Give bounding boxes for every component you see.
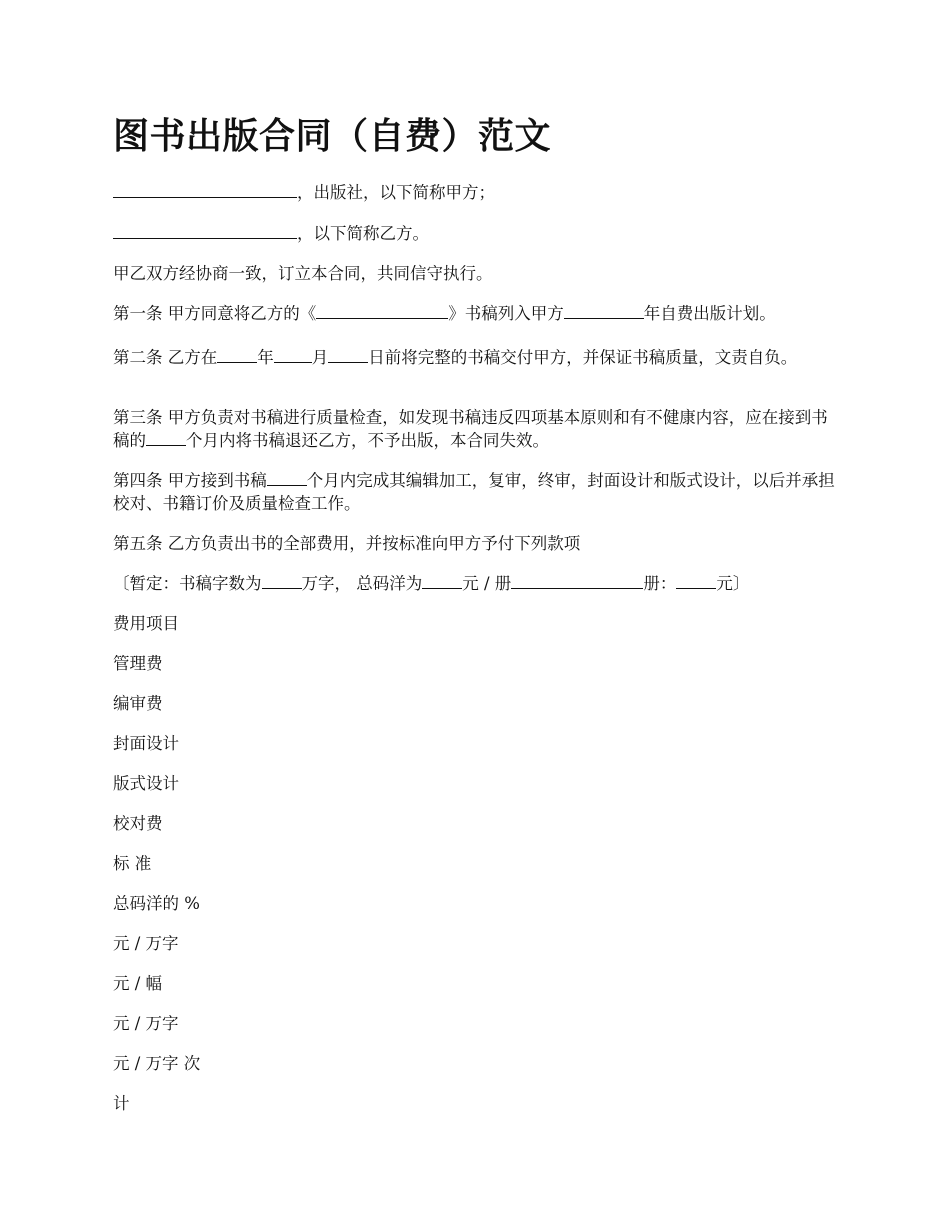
blank-month[interactable] [274,347,312,363]
party-b-line [113,222,840,245]
fee-line: 计 [113,1094,130,1113]
blank-total-price[interactable] [422,573,462,589]
article-1-text: 年自费出版计划。 [643,304,776,323]
fee-line: 元 / 万字 [113,934,179,953]
fee-line: 封面设计 [113,734,179,753]
blank-plan-year[interactable] [564,303,644,319]
article-4-text: 个月内完成其编辑加工，复审，终审，封面设计和版式设计，以后并承担校对、书籍订价及质量检查工作。 [113,471,835,513]
blank-word-count[interactable] [262,573,302,589]
article-3-text: 第三条 甲方负责对书稿进行质量检查，如发现书稿违反四项基本原则和有不健康内容，应在接到书稿的 [113,408,828,450]
article-3-text: 个月内将书稿退还乙方，不予出版，本合同失效。 [186,431,549,450]
article-2-text: 第二条 乙方在 [113,348,218,367]
article-2 [113,346,840,369]
article-3 [113,406,840,452]
provisional-text: 〔暂定：书稿字数为 [113,574,262,593]
document-title: 图书出版合同（自费）范文 [113,116,552,157]
article-2-text: 年 [257,348,274,367]
fee-line: 标 准 [113,854,152,873]
blank-return-months[interactable] [146,430,186,446]
article-2-text: 月 [311,348,329,367]
blank-day[interactable] [328,347,368,363]
article-1-text: 》书稿列入甲方 [448,304,564,323]
provisional-text: 册： [643,574,677,593]
article-5: 第五条 乙方负责出书的全部费用，并按标准向甲方予付下列款项 [113,534,581,553]
provisional-text: 元〕 [716,574,750,593]
blank-edit-months[interactable] [267,470,307,486]
blank-total-amount[interactable] [676,573,716,589]
fee-line: 费用项目 [113,614,179,633]
provisional-text: 元 / 册 [462,574,512,593]
party-a-line [113,181,840,204]
provisional-text: 万字， 总码洋为 [301,574,423,593]
blank-year[interactable] [217,347,257,363]
fee-line: 总码洋的 % [113,894,200,913]
provisional-terms [113,572,840,595]
intro-paragraph: 甲乙双方经协商一致，订立本合同，共同信守执行。 [113,264,493,283]
fee-line: 元 / 幅 [113,974,163,993]
article-4-text: 第四条 甲方接到书稿 [113,471,267,490]
blank-copies[interactable] [511,573,643,589]
article-1 [113,302,840,325]
article-4 [113,469,840,515]
article-1-text: 第一条 甲方同意将乙方的《 [113,304,317,323]
fee-line: 元 / 万字 次 [113,1054,201,1073]
fee-line: 校对费 [113,814,163,833]
blank-party-a-name[interactable] [113,182,297,198]
fee-line: 管理费 [113,654,163,673]
fee-line: 编审费 [113,694,163,713]
fee-line: 版式设计 [113,774,179,793]
party-b-label: ，以下简称乙方。 [297,224,429,243]
party-a-label: ，出版社，以下简称甲方； [297,183,495,202]
blank-book-title[interactable] [316,303,448,319]
article-2-text: 日前将完整的书稿交付甲方，并保证书稿质量，文责自负。 [368,348,798,367]
fee-line: 元 / 万字 [113,1014,179,1033]
blank-party-b-name[interactable] [113,223,297,239]
